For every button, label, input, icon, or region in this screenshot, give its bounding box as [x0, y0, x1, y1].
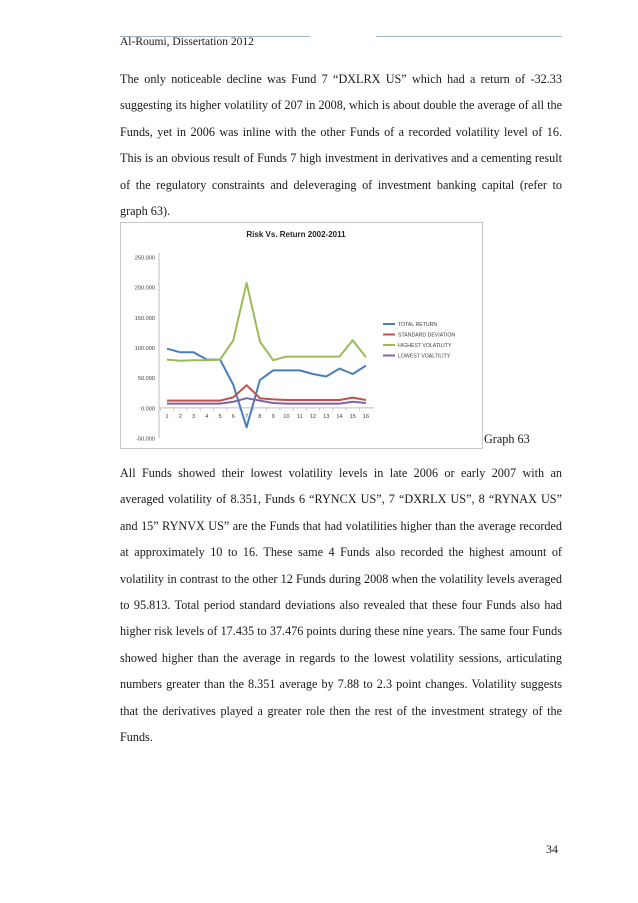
y-tick-label: 0.000	[141, 406, 155, 413]
chart-figure	[120, 222, 483, 449]
x-tick-label: 5	[218, 413, 222, 420]
y-tick-label: -50.000	[136, 436, 155, 443]
x-tick-label: 14	[336, 413, 343, 420]
x-tick-label: 1	[165, 413, 169, 420]
legend-label: TOTAL RETURN	[398, 322, 438, 328]
y-tick-label: 150.000	[134, 315, 155, 322]
chart-title: Risk Vs. Return 2002-2011	[246, 230, 346, 239]
series-line-highest-volatility	[167, 283, 366, 361]
body-paragraph-2: All Funds showed their lowest volatility levels in late 2006 or early 2007 with an averaged volatility of 8.351, Funds 6 “RYNCX US”, 7 “DXRLX US”, 8 “RYNAX US” and 15” RYNVX US” are the Funds that had volatilities higher than the average recorded at approximately 10 to 16. These same 4 Funds also recorded the highest amount of volatility in contrast to the other 12 Funds during 2008 when the volatility levels averaged to 95.813. Total period standard deviations also revealed that these four Funds also had higher risk levels of 17.435 to 37.476 points during these nine years. The same four Funds showed higher than the average in regards to the lowest volatility sessions, articulating numbers greater than the 8.351 average by 7.88 to 2.3 point changes. Volatility suggests that the derivatives played a greater role then the rest of the investment strategy of the Funds.	[120, 466, 562, 745]
x-tick-label: 2	[178, 413, 182, 420]
y-tick-label: 250.000	[134, 255, 155, 262]
x-tick-label: 9	[271, 413, 275, 420]
header-rule-right	[376, 36, 562, 37]
y-tick-label: 100.000	[134, 346, 155, 352]
series-line-standard-deviation	[167, 385, 366, 400]
x-tick-label: 12	[309, 413, 317, 420]
x-tick-label: 11	[296, 413, 303, 420]
x-tick-label: 8	[258, 413, 262, 420]
header-rule-left	[120, 36, 310, 37]
risk-return-line-chart	[121, 223, 482, 448]
legend-label: STANDARD DEVIATION	[398, 332, 456, 339]
running-header: Al-Roumi, Dissertation 2012	[120, 36, 254, 48]
page-number: 34	[546, 842, 558, 856]
x-tick-label: 7	[245, 413, 249, 420]
y-tick-label: 50.000	[137, 376, 155, 383]
legend-label: LOWEST VOALTILITY	[398, 353, 451, 360]
legend-label: HIGHEST VOLATILITY	[398, 343, 452, 349]
body-paragraph-1: The only noticeable decline was Fund 7 “DXLRX US” which had a return of -32.33 suggesting its higher volatility of 207 in 2008, which is about double the average of all the Funds, yet in 2006 was inline with the other Funds of a recorded volatility level of 16. This is an obvious result of Funds 7 high investment in derivatives and a cementing result of the regulatory constraints and deleveraging of investment banking capital (refer to graph 63).	[120, 72, 562, 219]
x-tick-label: 10	[283, 413, 290, 420]
x-tick-label: 16	[362, 413, 370, 420]
y-tick-label: 200.000	[134, 285, 155, 292]
x-tick-label: 13	[323, 413, 330, 420]
x-tick-label: 15	[349, 413, 356, 420]
x-tick-label: 3	[191, 413, 196, 420]
x-tick-label: 4	[205, 413, 209, 420]
x-tick-label: 6	[231, 413, 235, 420]
figure-caption: Graph 63	[484, 432, 530, 446]
